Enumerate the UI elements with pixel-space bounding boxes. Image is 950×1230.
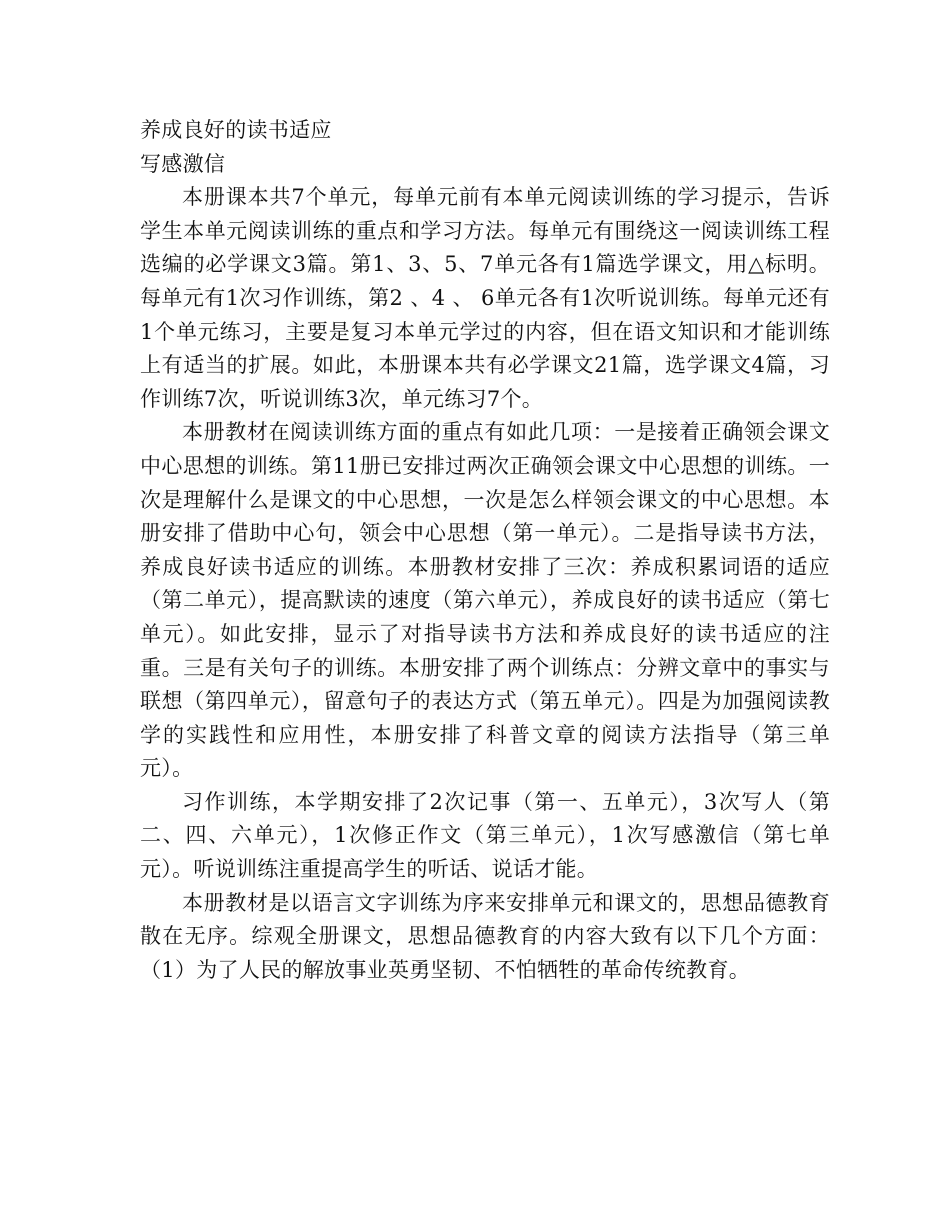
paragraph-moral-education: 本册教材是以语言文字训练为序来安排单元和课文的，思想品德教育散在无序。综观全册课文，思想品德教育的内容大致有以下几个方面：（1）为了人民的解放事业英勇坚韧、不怕牺牲的革命传统教育。 xyxy=(140,890,830,982)
document-heading-1: 养成良好的读书适应 xyxy=(140,118,332,142)
paragraph-writing-training: 习作训练，本学期安排了2次记事（第一、五单元），3次写人（第二、四、六单元），1次修正作文（第三单元），1次写感激信（第七单元）。听说训练注重提高学生的听话、说话才能。 xyxy=(140,789,830,882)
document-page xyxy=(140,114,830,987)
paragraph-textbook-structure: 本册课本共7个单元，每单元前有本单元阅读训练的学习提示，告诉学生本单元阅读训练的重点和学习方法。每单元有围绕这一阅读训练工程选编的必学课文3篇。第1、3、5、7单元各有1篇选学课文，用△标明。每单元有1次习作训练，第2 、4 、 6单元各有1次听说训练。每单元还有1个单元练习，主要是复习本单元学过的内容，但在语文知识和才能训练上有适当的扩展。如此，本册课本共有必学课文21篇，选学课文4篇，习作训练7次，听说训练3次，单元练习7个。 xyxy=(140,185,830,411)
document-heading-2: 写感激信 xyxy=(140,151,226,176)
paragraph-reading-training: 本册教材在阅读训练方面的重点有如此几项：一是接着正确领会课文中心思想的训练。第11册已安排过两次正确领会课文中心思想的训练。一次是理解什么是课文的中心思想，一次是怎么样领会课文的中心思想。本册安排了借助中心句，领会中心思想（第一单元）。二是指导读书方法，养成良好读书适应的训练。本册教材安排了三次：养成积累词语的适应（第二单元），提高默读的速度（第六单元），养成良好的读书适应（第七单元）。如此安排，显示了对指导读书方法和养成良好的读书适应的注重。三是有关句子的训练。本册安排了两个训练点：分辨文章中的事实与联想（第四单元），留意句子的表达方式（第五单元）。四是为加强阅读教学的实践性和应用性，本册安排了科普文章的阅读方法指导（第三单元）。 xyxy=(140,420,830,781)
